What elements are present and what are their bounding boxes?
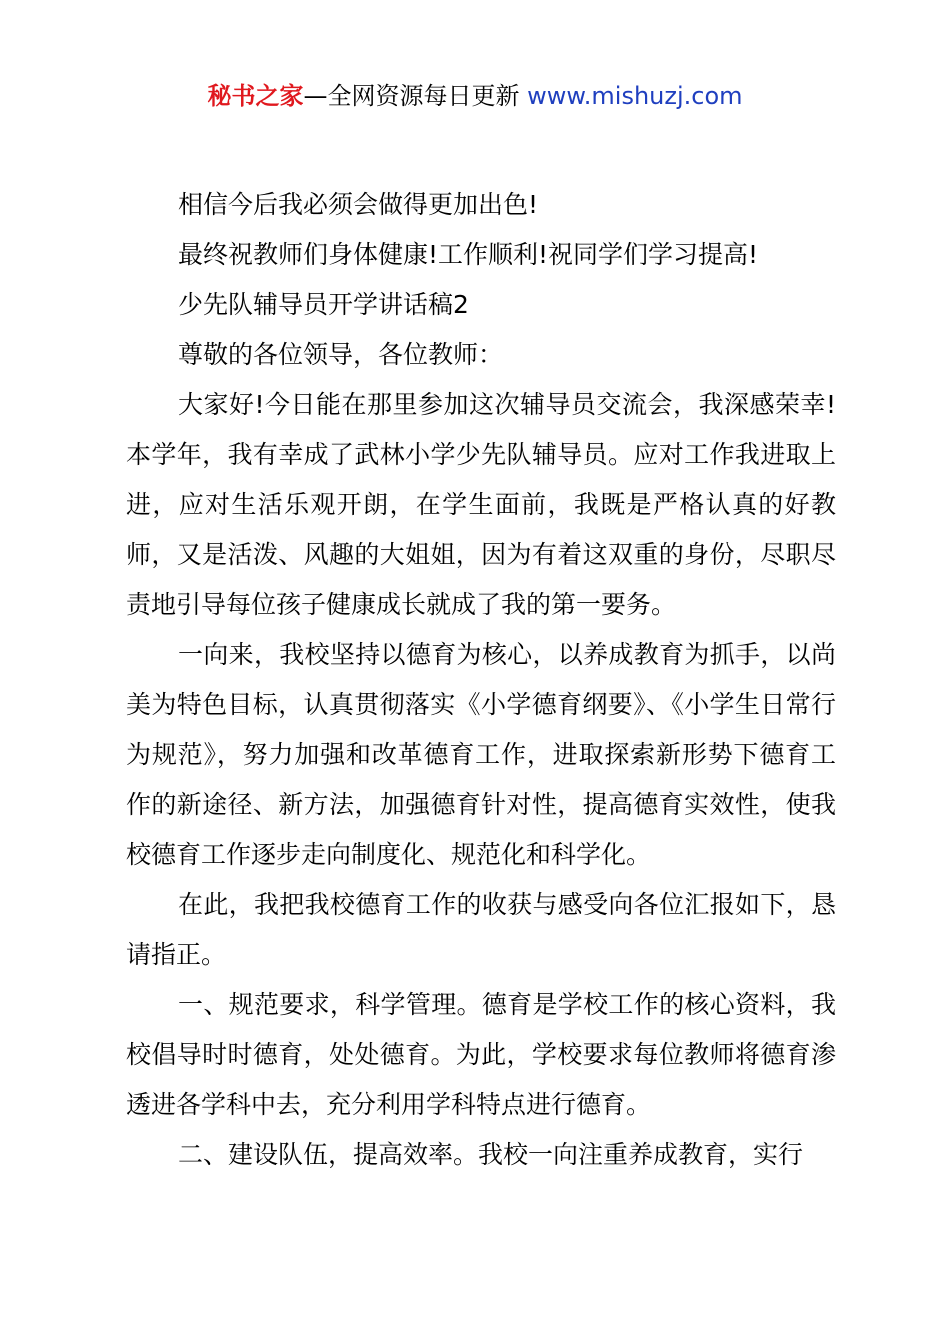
paragraph: 一、规范要求，科学管理。德育是学校工作的核心资料，我校倡导时时德育，处处德育。为此，学校要求每位教师将德育渗透进各学科中去，充分利用学科特点进行德育。 [126, 990, 836, 1119]
salutation: 尊敬的各位领导，各位教师： [178, 340, 504, 369]
site-url-link[interactable]: www.mishuzj.com [527, 82, 743, 110]
paragraph: 一向来，我校坚持以德育为核心，以养成教育为抓手，以尚美为特色目标，认真贯彻落实《小学德育纲要》、《小学生日常行为规范》，努力加强和改革德育工作，进取探索新形势下德育工作的新途径、新方法，加强德育针对性，提高德育实效性，使我校德育工作逐步走向制度化、规范化和科学化。 [126, 640, 836, 869]
header-slogan: —全网资源每日更新 [303, 82, 520, 110]
document-body [126, 180, 836, 1180]
brand-name: 秘书之家 [207, 82, 304, 110]
paragraph: 在此，我把我校德育工作的收获与感受向各位汇报如下，恳请指正。 [126, 890, 836, 969]
section-title: 少先队辅导员开学讲话稿2 [178, 290, 469, 319]
paragraph: 相信今后我必须会做得更加出色! [178, 190, 539, 219]
page-header [0, 80, 950, 112]
paragraph: 大家好!今日能在那里参加这次辅导员交流会，我深感荣幸!本学年，我有幸成了武林小学少先队辅导员。应对工作我进取上进，应对生活乐观开朗，在学生面前，我既是严格认真的好教师，又是活泼、风趣的大姐姐，因为有着这双重的身份，尽职尽责地引导每位孩子健康成长就成了我的第一要务。 [126, 390, 836, 619]
paragraph: 二、建设队伍，提高效率。我校一向注重养成教育，实行 [178, 1140, 804, 1169]
paragraph: 最终祝教师们身体健康!工作顺利!祝同学们学习提高! [178, 240, 759, 269]
